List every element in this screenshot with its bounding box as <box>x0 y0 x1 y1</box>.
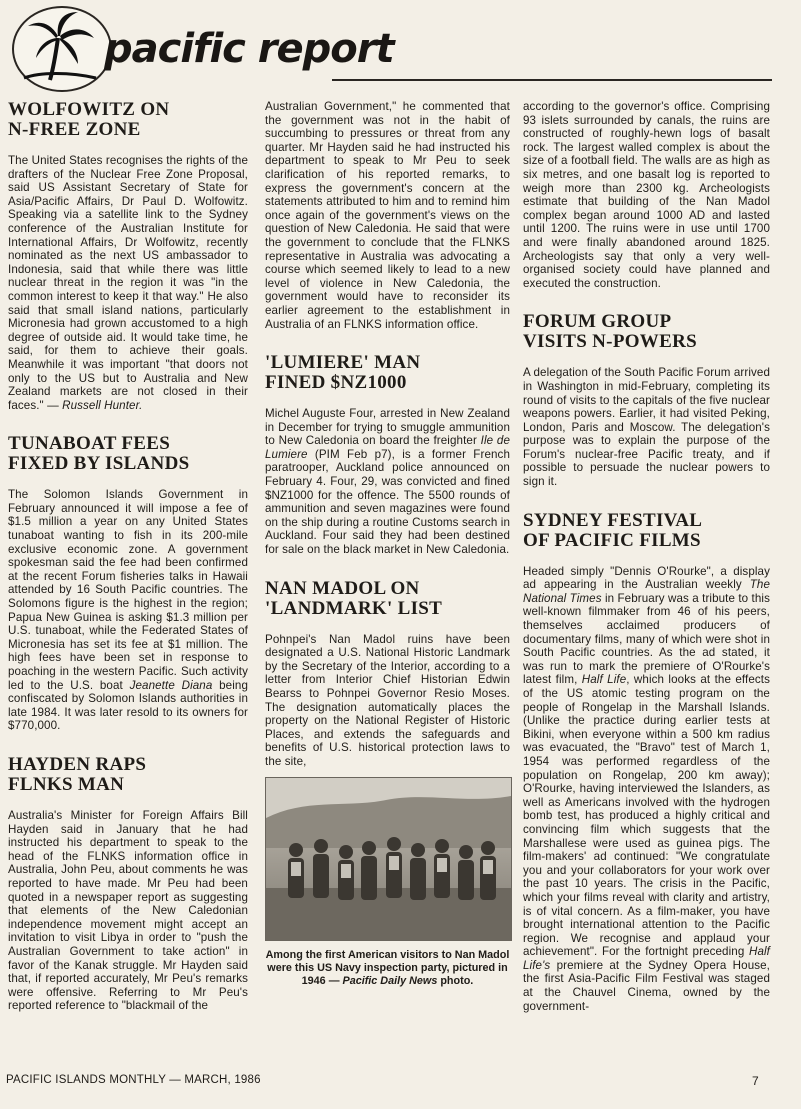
headline-nanmadol: NAN MADOL ON 'LANDMARK' LIST <box>265 577 443 619</box>
group-photo-illustration <box>266 778 511 940</box>
masthead-title: pacific report <box>104 26 394 72</box>
headline-tunaboat: TUNABOAT FEES FIXED BY ISLANDS <box>8 433 190 475</box>
page-number: 7 <box>752 1074 759 1088</box>
headline-lumiere: 'LUMIERE' MAN FINED $NZ1000 <box>265 352 421 394</box>
byline: Russell Hunter. <box>62 398 143 412</box>
palm-tree-logo <box>20 8 100 84</box>
footer-publication: PACIFIC ISLANDS MONTHLY — MARCH, 1986 <box>6 1074 261 1086</box>
article-lumiere-body: Michel Auguste Four, arrested in New Zealand in December for trying to smuggle ammunition to New Caledonia on board the freighter Ile de Lumiere (PIM Feb p7), is a former French paratrooper, Auckland police announced on February 4. Four, 29, was convicted and fined $NZ1000 for the offence. The 5500 rounds of ammunition and seven magazines were found on the ship during a routine Customs search in Auckland. Four said they had been destined for sale on the black market in New Caledonia. <box>265 407 511 557</box>
column-3 <box>523 100 770 1035</box>
photo-caption: Among the first American visitors to Nan Madol were this US Navy inspection party, pictured in 1946 — Pacific Daily News photo. <box>265 948 510 987</box>
article-forum-body: A delegation of the South Pacific Forum arrived in Washington in mid-February, completing its round of visits to the capitals of the five nuclear weapons powers. Earlier, it had visited Peking, London, Paris and Moscow. The delegation's purpose was to explain the purpose of the Forum's nuclear-free Pacific treaty, and if possible to persuade the nuclear powers to sign it. <box>523 366 771 489</box>
article-nanmadol-body-col3: according to the governor's office. Comprising 93 islets surrounded by canals, the ruins are constructed of roughly-hewn logs of basalt rock. The largest walled complex is about the size of a football field. The walls are as high as six metres, and one basalt log is reported to weigh more than 2300 kg. Archeologists estimate that building of the Nan Madol complex began around 1000 AD and lasted until 1200. The ruins were in use until 1700 and were finally abandoned around 1825. Archeologists say that only a very well-organised society could have planned and executed the construction. <box>523 100 770 290</box>
article-wolfowitz-body: The United States recognises the rights of the drafters of the Nuclear Free Zone Proposal, said US Assistant Secretary of State for Asia/Pacific Affairs, Dr Paul D. Wolfowitz. Speaking via a satellite link to the Sydney conference of the Australian Institute for International Affairs, Dr Wolfowitz, recently nominated as the next US ambassador to Indonesia, said that while there was little nuclear threat in the region it was "in the common interest to keep it that way." He also said that small island nations, particularly Micronesia had grown accustomed to a high degree of outside aid. It would take time, he said, for them to achieve their goals. Meanwhile it was important "that doors not only to the US but to Australia and New Zealand markets are not closed in their faces." — Russell Hunter. <box>8 154 248 412</box>
article-tunaboat-body: The Solomon Islands Government in February announced it will impose a fee of $1.5 million a year on any United States tunaboat wanting to fish in its 200-mile exclusive economic zone. A government spokesman said the fee had been confirmed at the recent Forum fisheries talks in Hawaii attended by 16 South Pacific countries. The Solomons figure is the highest in the region; Papua New Guinea is asking $1.3 million per U.S. tunaboat, while the Federated States of Micronesia has set its fee at $1 million. The high fees have been set in response to poaching in the western Pacific. Such activity led to the U.S. boat Jeanette Diana being confiscated by Solomon Islands authorities in late 1984. It was later resold to its owners for $770,000. <box>8 488 248 733</box>
masthead <box>0 0 801 92</box>
headline-sydney: SYDNEY FESTIVAL OF PACIFIC FILMS <box>523 509 703 551</box>
article-sydney-body: Headed simply "Dennis O'Rourke", a display ad appearing in the Australian weekly The National Times in February was a tribute to this well-known filmmaker from 46 of his peers, themselves acclaimed producers of documentary films, many of which were shot in South Pacific countries. As the ad stated, it was run to mark the premiere of O'Rourke's latest film, Half Life, which looks at the effects of the US atomic testing program on the people of Rongelap in the Marshall Islands. (Unlike the practice during earlier tests at Bikini, when everyone within a 500 km radius was evacuated, the "Bravo" test of March 1, 1954 was performed regardless of the population on Rongelap, 200 km away); O'Rourke, having interviewed the Islanders, as well as Americans involved with the hydrogen bomb test, has produced a highly critical and convincing film which suggests that the Marshallese were used as guinea pigs. The film-makers' ad continued: "We congratulate you and your collaborators for your work over the past 10 years. The crisis in the Pacific, which your films reveal with clarity and artistry, is of vital concern. As a film-maker, you have brought international attention to the Pacific region. We recognise and applaud your achievement". For the fortnight preceding Half Life's premiere at the Sydney Opera House, the first Asia-Pacific Film Festival was staged at the Chauvel Cinema, owned by the government- <box>523 564 771 1013</box>
article-hayden-body-col2: Australian Government," he commented that the government was not in the habit of succumbing to pressures or threat from any quarter. Mr Hayden said he had instructed his department to speak to Mr Peu to seek clarification of his reported remarks, to express the government's concern at the statements attributed to him and to remind him once again of the government's views on the question of New Caledonia. He said that were the government to conclude that the FLNKS representative in Australia was advocating a course which seemed likely to lead to a new level of violence in New Caledonia, the government would have to reconsider its earlier agreement to the establishment in Australia of an FLNKS information office. <box>265 100 510 331</box>
headline-hayden: HAYDEN RAPS FLNKS MAN <box>8 753 147 795</box>
article-nanmadol-body-col2: Pohnpei's Nan Madol ruins have been designated a U.S. National Historic Landmark by the Secretary of the Interior, according to a letter from Interior Chief Historian Edwin Bearss to Pohnpei Governor Resio Moses. The designation automatically places the property on the National Register of Historic Places, and extends the safeguards and benefits of U.S. historical protection laws to the site, <box>265 632 510 768</box>
headline-forum: FORUM GROUP VISITS N-POWERS <box>523 311 697 353</box>
column-1 <box>8 100 248 1035</box>
column-2 <box>265 100 510 988</box>
article-hayden-body-col1: Australia's Minister for Foreign Affairs Bill Hayden said in January that he had instructed his department to speak to the head of the FLNKS information office in Australia, John Peu, about comments he was reported to have made. Mr Peu had been quoted in a newspaper report as suggesting that elements of the New Caledonian independence movement might accept an invitation to visit Libya in order to "push the Australian Government to take action" in favor of the Kanak struggle. Mr Hayden said that, if reported accurately, Mr Peu's remarks were offensive. Referring to Mr Peu's reported reference to "blackmail of the <box>8 808 248 1013</box>
masthead-rule <box>332 79 772 81</box>
headline-wolfowitz: WOLFOWITZ ON N-FREE ZONE <box>8 99 170 140</box>
nan-madol-photo <box>265 777 512 941</box>
